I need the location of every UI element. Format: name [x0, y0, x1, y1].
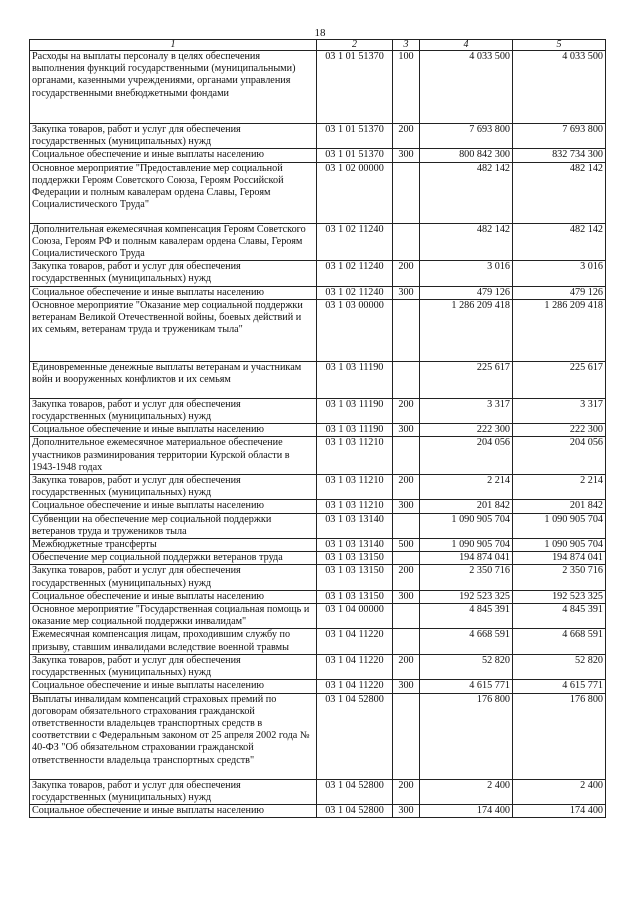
row-amount-2: 174 400 [513, 804, 606, 817]
row-expense-type: 200 [393, 475, 420, 500]
row-amount-2: 1 286 209 418 [513, 299, 606, 361]
row-amount-2: 2 214 [513, 475, 606, 500]
row-name: Закупка товаров, работ и услуг для обеспечения государственных (муниципальных) нужд [30, 124, 317, 149]
row-amount-2: 2 350 716 [513, 565, 606, 590]
row-expense-type [393, 299, 420, 361]
budget-table [29, 39, 606, 818]
row-expense-type [393, 437, 420, 475]
table-row [30, 424, 606, 437]
row-amount-1: 4 615 771 [420, 680, 513, 693]
row-amount-1: 1 286 209 418 [420, 299, 513, 361]
row-expense-type [393, 162, 420, 223]
row-amount-1: 2 400 [420, 779, 513, 804]
row-amount-1: 225 617 [420, 361, 513, 398]
row-name: Дополнительное ежемесячное материальное обеспечение участников разминирования территории Курской области в 1943-1948 годах [30, 437, 317, 475]
row-expense-type: 200 [393, 261, 420, 286]
row-expense-type: 200 [393, 398, 420, 423]
row-code: 03 1 04 11220 [317, 654, 393, 679]
row-name: Ежемесячная компенсация лицам, проходившим службу по призыву, ставшим инвалидами вследствие военной травмы [30, 629, 317, 654]
row-name: Основное мероприятие "Оказание мер социальной поддержки ветеранам Великой Отечественной войны, боевых действий и их семьям, ветеранам труда и труженикам тыла" [30, 299, 317, 361]
row-code: 03 1 03 11210 [317, 437, 393, 475]
row-code: 03 1 03 13150 [317, 590, 393, 603]
row-amount-1: 482 142 [420, 162, 513, 223]
row-amount-2: 4 615 771 [513, 680, 606, 693]
row-expense-type: 300 [393, 500, 420, 513]
row-name: Закупка товаров, работ и услуг для обеспечения государственных (муниципальных) нужд [30, 398, 317, 423]
row-amount-1: 4 668 591 [420, 629, 513, 654]
table-body [30, 51, 606, 818]
row-name: Социальное обеспечение и иные выплаты населению [30, 500, 317, 513]
table-row [30, 286, 606, 299]
row-code: 03 1 02 00000 [317, 162, 393, 223]
row-code: 03 1 04 52800 [317, 693, 393, 779]
table-row [30, 590, 606, 603]
row-expense-type: 300 [393, 680, 420, 693]
row-amount-2: 482 142 [513, 162, 606, 223]
table-row [30, 539, 606, 552]
table-row [30, 500, 606, 513]
row-amount-2: 2 400 [513, 779, 606, 804]
table-row [30, 299, 606, 361]
row-code: 03 1 04 11220 [317, 680, 393, 693]
table-row [30, 680, 606, 693]
row-amount-2: 7 693 800 [513, 124, 606, 149]
row-name: Выплаты инвалидам компенсаций страховых премий по договорам обязательного страхования гражданской ответственности владельцев транспортных средств в соответствии с Федеральным законом от 25 апреля 2002 года № 40-ФЗ "Об обязательном страховании гражданской ответственности владельца транспортных средств" [30, 693, 317, 779]
row-code: 03 1 03 13140 [317, 539, 393, 552]
row-amount-2: 3 016 [513, 261, 606, 286]
row-amount-2: 52 820 [513, 654, 606, 679]
row-expense-type [393, 604, 420, 629]
row-amount-2: 222 300 [513, 424, 606, 437]
table-row [30, 398, 606, 423]
row-amount-1: 482 142 [420, 223, 513, 261]
row-code: 03 1 03 11210 [317, 500, 393, 513]
row-code: 03 1 01 51370 [317, 51, 393, 124]
page-number: 18 [314, 27, 326, 39]
row-amount-1: 222 300 [420, 424, 513, 437]
row-amount-1: 479 126 [420, 286, 513, 299]
row-code: 03 1 04 00000 [317, 604, 393, 629]
row-amount-1: 2 350 716 [420, 565, 513, 590]
row-name: Расходы на выплаты персоналу в целях обеспечения выполнения функций государственными (муниципальными) органами, казенными учреждениями, органами управления государственными внебюджетными фондами [30, 51, 317, 124]
row-expense-type [393, 629, 420, 654]
row-code: 03 1 04 52800 [317, 804, 393, 817]
row-amount-1: 4 033 500 [420, 51, 513, 124]
row-expense-type: 200 [393, 779, 420, 804]
row-amount-1: 1 090 905 704 [420, 513, 513, 538]
table-row [30, 513, 606, 538]
row-amount-1: 194 874 041 [420, 552, 513, 565]
row-amount-2: 192 523 325 [513, 590, 606, 603]
table-row [30, 261, 606, 286]
column-number-amount-1: 4 [420, 40, 513, 51]
row-name: Закупка товаров, работ и услуг для обеспечения государственных (муниципальных) нужд [30, 779, 317, 804]
row-code: 03 1 02 11240 [317, 286, 393, 299]
row-code: 03 1 03 11190 [317, 424, 393, 437]
row-expense-type: 100 [393, 51, 420, 124]
column-number-row [30, 40, 606, 51]
row-expense-type: 200 [393, 565, 420, 590]
row-amount-1: 2 214 [420, 475, 513, 500]
row-name: Единовременные денежные выплаты ветеранам и участникам войн и вооруженных конфликтов и их семьям [30, 361, 317, 398]
row-amount-1: 7 693 800 [420, 124, 513, 149]
table-row [30, 552, 606, 565]
row-expense-type: 300 [393, 590, 420, 603]
row-amount-2: 4 668 591 [513, 629, 606, 654]
row-amount-2: 4 845 391 [513, 604, 606, 629]
row-code: 03 1 01 51370 [317, 149, 393, 162]
table-row [30, 629, 606, 654]
row-code: 03 1 03 13150 [317, 552, 393, 565]
row-amount-1: 204 056 [420, 437, 513, 475]
table-row [30, 124, 606, 149]
row-name: Межбюджетные трансферты [30, 539, 317, 552]
row-amount-1: 176 800 [420, 693, 513, 779]
row-name: Дополнительная ежемесячная компенсация Героям Советского Союза, Героям РФ и полным кавалерам ордена Славы, Героям Социалистического Труда [30, 223, 317, 261]
row-name: Основное мероприятие "Государственная социальная помощь и оказание мер социальной поддержки инвалидам" [30, 604, 317, 629]
row-expense-type [393, 552, 420, 565]
row-amount-2: 225 617 [513, 361, 606, 398]
row-expense-type [393, 693, 420, 779]
row-expense-type: 300 [393, 149, 420, 162]
row-expense-type: 300 [393, 804, 420, 817]
row-expense-type [393, 361, 420, 398]
row-name: Закупка товаров, работ и услуг для обеспечения государственных (муниципальных) нужд [30, 261, 317, 286]
row-amount-1: 4 845 391 [420, 604, 513, 629]
row-amount-1: 1 090 905 704 [420, 539, 513, 552]
row-code: 03 1 01 51370 [317, 124, 393, 149]
table-row [30, 565, 606, 590]
table-row [30, 51, 606, 124]
row-amount-2: 479 126 [513, 286, 606, 299]
column-number-code: 2 [317, 40, 393, 51]
row-name: Социальное обеспечение и иные выплаты населению [30, 590, 317, 603]
row-name: Закупка товаров, работ и услуг для обеспечения государственных (муниципальных) нужд [30, 565, 317, 590]
row-amount-2: 204 056 [513, 437, 606, 475]
row-amount-1: 3 016 [420, 261, 513, 286]
row-amount-2: 832 734 300 [513, 149, 606, 162]
row-amount-1: 800 842 300 [420, 149, 513, 162]
row-code: 03 1 03 11190 [317, 361, 393, 398]
row-amount-2: 482 142 [513, 223, 606, 261]
row-expense-type: 300 [393, 286, 420, 299]
row-code: 03 1 04 11220 [317, 629, 393, 654]
row-expense-type [393, 223, 420, 261]
row-code: 03 1 03 00000 [317, 299, 393, 361]
row-code: 03 1 03 11210 [317, 475, 393, 500]
row-expense-type [393, 513, 420, 538]
row-name: Основное мероприятие "Предоставление мер социальной поддержки Героям Советского Союза, Героям Российской Федерации и полным кавалерам ордена Славы, Героям Социалистического Труда" [30, 162, 317, 223]
row-amount-2: 1 090 905 704 [513, 539, 606, 552]
row-amount-2: 201 842 [513, 500, 606, 513]
row-amount-2: 194 874 041 [513, 552, 606, 565]
row-name: Закупка товаров, работ и услуг для обеспечения государственных (муниципальных) нужд [30, 475, 317, 500]
row-code: 03 1 02 11240 [317, 223, 393, 261]
row-code: 03 1 03 13150 [317, 565, 393, 590]
table-row [30, 223, 606, 261]
row-amount-2: 3 317 [513, 398, 606, 423]
row-amount-2: 4 033 500 [513, 51, 606, 124]
row-expense-type: 200 [393, 654, 420, 679]
table-row [30, 654, 606, 679]
row-name: Закупка товаров, работ и услуг для обеспечения государственных (муниципальных) нужд [30, 654, 317, 679]
row-name: Социальное обеспечение и иные выплаты населению [30, 424, 317, 437]
row-code: 03 1 03 11190 [317, 398, 393, 423]
row-code: 03 1 03 13140 [317, 513, 393, 538]
table-row [30, 475, 606, 500]
row-name: Социальное обеспечение и иные выплаты населению [30, 286, 317, 299]
row-name: Социальное обеспечение и иные выплаты населению [30, 804, 317, 817]
table-row [30, 162, 606, 223]
table-row [30, 804, 606, 817]
table-row [30, 693, 606, 779]
column-number-type: 3 [393, 40, 420, 51]
row-amount-1: 3 317 [420, 398, 513, 423]
row-amount-1: 192 523 325 [420, 590, 513, 603]
row-amount-1: 201 842 [420, 500, 513, 513]
table-row [30, 437, 606, 475]
row-amount-2: 176 800 [513, 693, 606, 779]
column-number-name: 1 [30, 40, 317, 51]
column-number-amount-2: 5 [513, 40, 606, 51]
table-row [30, 149, 606, 162]
row-amount-1: 174 400 [420, 804, 513, 817]
row-expense-type: 200 [393, 124, 420, 149]
row-name: Обеспечение мер социальной поддержки ветеранов труда [30, 552, 317, 565]
row-amount-2: 1 090 905 704 [513, 513, 606, 538]
table-row [30, 604, 606, 629]
row-name: Субвенции на обеспечение мер социальной поддержки ветеранов труда и тружеников тыла [30, 513, 317, 538]
row-code: 03 1 04 52800 [317, 779, 393, 804]
row-amount-1: 52 820 [420, 654, 513, 679]
row-expense-type: 500 [393, 539, 420, 552]
table-row [30, 361, 606, 398]
row-expense-type: 300 [393, 424, 420, 437]
table-row [30, 779, 606, 804]
row-name: Социальное обеспечение и иные выплаты населению [30, 680, 317, 693]
row-name: Социальное обеспечение и иные выплаты населению [30, 149, 317, 162]
row-code: 03 1 02 11240 [317, 261, 393, 286]
